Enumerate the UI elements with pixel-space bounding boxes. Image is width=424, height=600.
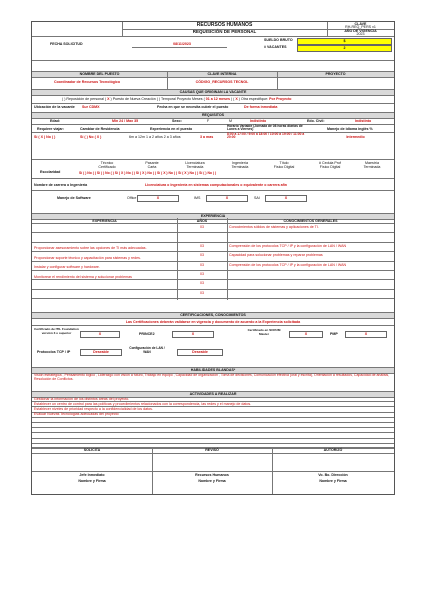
experiencia-value: 3 a mas — [200, 135, 214, 139]
anio-label: AÑO DE VIGENCIA — [344, 29, 377, 33]
actividad-item: Establecer un centro de control para las políticas y procedimientos relacionados con la correspondencia, las redes y el manejo de datos. — [34, 401, 252, 406]
esc-sub-6: Terminada — [363, 165, 381, 169]
software-sai: SAI — [254, 196, 260, 200]
esc-col-licenciatura: Licenciatura — [185, 160, 205, 165]
firma-autorizo-title: AUTORIZÓ — [323, 448, 343, 452]
esc-sub-2: Terminada — [186, 165, 204, 169]
cert-scrum-value: X — [304, 332, 308, 336]
col-experiencia: EXPERIENCIA — [92, 218, 117, 223]
software-office-value: X — [156, 196, 160, 200]
viaje-label: Requiere viajar: — [37, 127, 64, 131]
anios-cell: 03 — [200, 281, 204, 286]
anios-cell: 03 — [200, 290, 204, 295]
fecha-value: 08/11/2023 — [173, 42, 191, 46]
experiencia-cell: Instalar y configurar software y hardware. — [34, 265, 100, 270]
software-sai-field[interactable] — [265, 195, 307, 202]
vacantes-label: # VACANTES — [264, 45, 287, 49]
anios-cell: 03 — [200, 243, 204, 248]
esc-sub-5: Físico Digital — [319, 165, 341, 169]
sexo-value: Indistinto — [250, 119, 267, 123]
experiencia-options[interactable]: 6m a 12m 1 a 2 años 2 a 3 años — [129, 135, 181, 139]
fecha-cubrir-label: Fecha en que se necesita cubrir el puesto — [157, 104, 229, 109]
ubicacion-label: Ubicación de la vacante — [34, 104, 75, 109]
actividades-header: ACTIVIDADES A REALIZAR — [189, 391, 237, 396]
cert-pmp-field[interactable] — [345, 331, 387, 338]
esc-col-pasante: Pasante — [145, 160, 159, 165]
esc-sub-1: Carta — [147, 165, 157, 169]
vacantes-value: 2 — [343, 46, 346, 50]
esc-marks[interactable]: Sí ( ) No ( ) Sí ( ) No ( ) Sí ( X ) No ( ) Sí ( X ) No ( ) Sí ( X ) No ( ) Sí ( X ) No ( ) Sí ( ) No ( ) — [79, 171, 217, 175]
esc-col-cedula: # Cedula Prof — [319, 160, 341, 165]
firma-reviso-title: REVISÓ — [205, 448, 219, 452]
conocimiento-cell: Capacidad para solucionar problemas y reparar problemas — [229, 253, 323, 258]
causas-row: ( ) Reposición de personal ( X ) Puesto de Nueva Creación ( ) Temporal Proyecto Meses ( 01 a 12 meses ) ( X ) Otra especifique: Por Proyecto — [62, 97, 292, 101]
cert-scrum-field[interactable] — [289, 331, 323, 338]
idioma-value: Intermedio — [346, 135, 365, 139]
experiencia-cell: Proporcionar soporte técnico y capacitación para sistemas y redes. — [34, 255, 141, 260]
cert-prince2-label: PRINCE2 — [139, 332, 155, 336]
cert-tcp-field[interactable] — [80, 349, 122, 356]
puesto-label: NOMBRE DEL PUESTO — [79, 71, 120, 76]
esc-col-titulo: Título — [279, 160, 289, 165]
anios-cell: 03 — [200, 225, 204, 229]
clave-label: CLAVE — [354, 22, 367, 26]
civil-label: Edo. Civil: — [307, 119, 325, 123]
actividad-item: Establecer niveles de prioridad respecto a la confidencialidad de los datos. — [34, 406, 153, 411]
software-label: Manejo de Software — [57, 196, 91, 200]
anio-value: 2023 — [356, 32, 365, 36]
software-ims-value: X — [225, 196, 229, 200]
esc-col-tecnico: Técnico — [100, 160, 114, 165]
fecha-label: FECHA SOLICITUD — [50, 42, 83, 46]
experiencia-header: EXPERIENCIA — [200, 213, 226, 218]
residencia-label: Cambiar de Residencia — [80, 127, 120, 131]
viaje-options[interactable]: Sí ( X ) No ( ) — [34, 135, 56, 139]
firma-solicita-sub: Nombre y Firma — [78, 479, 106, 483]
esc-col-maestria: Maestría — [365, 160, 379, 165]
experiencia-cell: Proporcionar asesoramiento sobre las opciones de TI más adecuadas. — [34, 246, 147, 251]
carrera-value: Licenciatura o Ingeniería en sistemas computacionales o equivalente o carrera afín — [145, 183, 288, 187]
sueldo-value: $ — [343, 39, 346, 43]
cert-scrum-label: Certificado en SCRUM Master — [247, 328, 281, 336]
experiencia-cell: Monitorear el rendimiento del sistema y solucionar problemas — [34, 274, 132, 279]
form-subtitle: REQUISICIÓN DE PERSONAL — [192, 29, 257, 34]
software-sai-value: X — [284, 196, 288, 200]
cert-lan-label: Configuración de LAN / WAN — [129, 346, 165, 354]
conocimiento-cell: Comprensión de los protocolos TCP / IP y la configuración de LAN / WAN — [229, 243, 347, 248]
habilidades-header: HABILIDADES BLANDAS* — [190, 367, 236, 372]
anios-cell: 03 — [200, 262, 204, 267]
carrera-label: Nombre de carrera o Ingeniería — [34, 183, 88, 187]
sexo-f: F — [207, 119, 210, 123]
clave-value: RH-REQ_PERS v1 — [345, 25, 376, 29]
esc-sub-4: Físico Digital — [273, 165, 295, 169]
clave-interna-label: CLAVE INTERNA — [207, 71, 237, 76]
puesto-value: Coordinador de Recursos Tecnológico — [54, 80, 121, 84]
causas-header: CAUSAS QUE ORIGINAN LA VACANTE — [179, 89, 247, 94]
cert-lan-field[interactable] — [177, 349, 223, 356]
conocimiento-cell: Comprensión de los protocolos TCP / IP y la configuración de LAN / WAN — [229, 262, 347, 267]
requisitos-header: REQUISITOS — [201, 112, 225, 117]
esc-sub-3: Terminada — [231, 165, 249, 169]
col-anios: AÑOS — [196, 218, 208, 223]
cert-itil-field[interactable] — [80, 331, 120, 338]
edad-label: Edad: — [50, 119, 60, 123]
experiencia-puesto-label: Experiencia en el puesto — [150, 127, 193, 131]
actividad-item: Evaluar Nuevas Tecnologías adecuadas del proyecto — [34, 412, 119, 417]
idioma-label: Manejo de idioma inglés % — [327, 127, 373, 131]
firma-solicita-role: Jefe Inmediato — [79, 473, 105, 477]
anios-cell: 03 — [200, 272, 204, 276]
firma-autorizo-role: Vo. Bo. Dirección — [318, 473, 348, 477]
software-ims: IMS — [194, 196, 201, 200]
horario-value: 8:00 a 17:00 / 9:00 a 18:00 / 10:00 a 19:00 / 11:00 a 20:00 — [227, 131, 305, 140]
sexo-label: Sexo: — [172, 119, 182, 123]
esc-sub-0: Certificado — [98, 165, 116, 169]
sueldo-label: SUELDO BRUTO — [264, 38, 293, 42]
sexo-m: M — [229, 119, 232, 123]
firma-solicita-title: SOLICITA — [83, 448, 101, 452]
cert-lan-value: Deseable — [192, 350, 208, 354]
vacantes-field[interactable] — [297, 45, 392, 52]
certificaciones-note: Las Certificaciones deberán validarse en vigencia y documento de acuerdo a la Experiencia solicitada — [125, 319, 301, 324]
horario-label: Horario Variable (Jornada de 08 horas diarias de Lunes a Viernes) — [227, 123, 303, 132]
cert-prince2-value: X — [191, 332, 195, 336]
clave-interna-value: CÓDIGO_RECURSOS TECNOL — [195, 80, 249, 84]
actividad-item: Gestionar la información de los distintos áreas del proyecto. — [34, 396, 130, 401]
cert-tcp-label: Protocolos TCP / IP — [37, 350, 71, 354]
cert-prince2-field[interactable] — [172, 331, 214, 338]
cert-pmp-label: PMP — [330, 332, 338, 336]
ubicacion-value: Sur CDMX — [82, 104, 100, 109]
firma-autorizo-sub: Nombre y Firma — [319, 479, 347, 483]
cert-itil-label: Certificado de ITIL Foundation versión 3 o superior — [34, 327, 79, 335]
escolaridad-label: Escolaridad — [40, 170, 61, 174]
software-ims-field[interactable] — [206, 195, 248, 202]
esc-col-ingenieria: Ingeniería — [232, 160, 248, 165]
habilidades-text: Visión estratégica , Pensamiento lógico , Liderazgo con visión a futuro, Trabajo en equipo , Capacidad de organización , Toma de decisiones, Comunicación efectiva (oral y escrita), Orientación a resultados, Capacidad de análisis, Resolución de Conflictos. — [34, 373, 390, 382]
residencia-options[interactable]: Sí ( ) No ( X ) — [80, 135, 102, 139]
cert-tcp-value: Deseable — [93, 350, 109, 354]
form-title: RECURSOS HUMANOS — [196, 22, 253, 28]
anios-cell: 03 — [200, 253, 204, 258]
requisition-form — [31, 21, 395, 495]
cert-itil-value: X — [98, 332, 102, 336]
col-conocimientos: CONOCIMIENTOS GENERALES — [283, 218, 338, 223]
software-office-field[interactable] — [137, 195, 179, 202]
conocimiento-cell: Conocimientos sólidos de sistemas y aplicaciones de TI. — [229, 225, 319, 229]
firma-reviso-role: Recursos Humanos — [195, 473, 229, 477]
proyecto-label: PROYECTO — [325, 71, 346, 76]
software-office: Office — [127, 196, 137, 200]
civil-value: Indistinto — [355, 119, 372, 123]
certificaciones-header: CERTIFICACIONES, CONOCIMIENTOS — [180, 312, 246, 317]
edad-value: Min 24 / Max 35 — [112, 119, 139, 123]
fecha-cubrir-value: De forma inmediata — [244, 104, 278, 109]
cert-pmp-value: X — [364, 332, 368, 336]
firma-reviso-sub: Nombre y Firma — [198, 479, 226, 483]
sueldo-field[interactable] — [297, 38, 392, 45]
